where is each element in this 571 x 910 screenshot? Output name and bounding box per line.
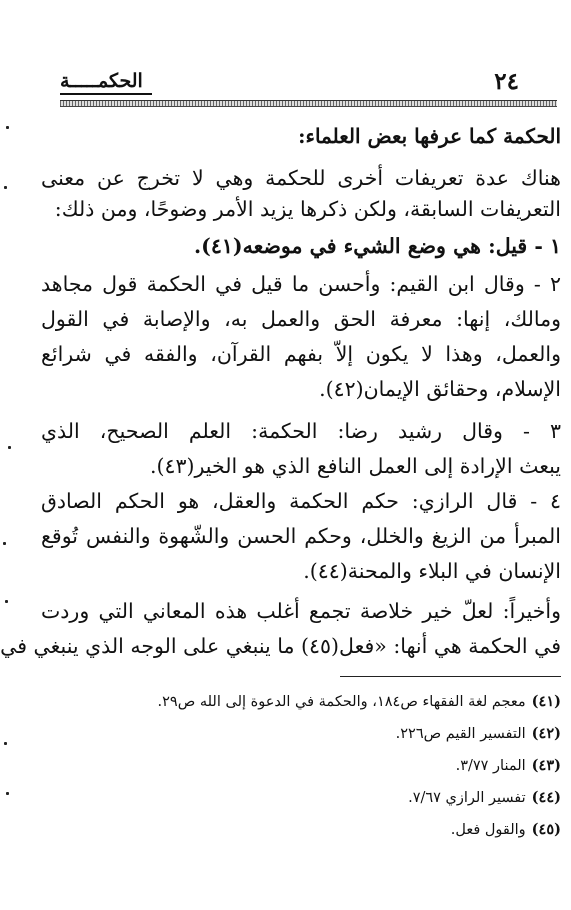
running-header (60, 66, 557, 100)
scan-mark (5, 600, 8, 603)
paragraph-item-2 (41, 269, 561, 405)
scan-mark (4, 186, 7, 189)
text-line: التعريفات السابقة، ولكن ذكرها يزيد الأمر وضوحًا، ومن ذلك: (54, 197, 561, 221)
text-line: ٤ - قال الرازي: حكم الحكمة والعقل، هو الحكم الصادق (41, 489, 561, 513)
footnote-number: (٤٤) (531, 789, 561, 806)
scan-mark (8, 446, 11, 449)
footnote-number: (٤١) (531, 693, 561, 710)
text-line: ٢ - وقال ابن القيم: وأحسن ما قيل في الحكمة قول مجاهد (41, 272, 561, 296)
text-line: ٣ - وقال رشيد رضا: الحكمة: العلم الصحيح، الذي (41, 419, 561, 443)
footnote-text: تفسير الرازي ٧/٦٧. (408, 790, 526, 806)
paragraph-intro (41, 163, 561, 225)
text-line: يبعث الإرادة إلى العمل النافع الذي هو الخير(٤٣). (149, 454, 561, 478)
paragraph-item-3 (41, 416, 561, 482)
footnote (41, 718, 561, 750)
footnote-number: (٤٥) (531, 821, 561, 838)
footnote (41, 782, 561, 814)
scan-mark (4, 742, 7, 745)
scan-mark (6, 126, 9, 129)
title-underline (60, 93, 152, 95)
text-line: وأخيراً: لعلّ خير خلاصة تجمع أغلب هذه المعاني التي وردت (41, 599, 561, 623)
footnote-separator (340, 676, 561, 677)
page-number: ٢٤ (494, 68, 519, 95)
footnote-text: التفسير القيم ص٢٢٦. (395, 726, 526, 742)
footnote-text: المنار ٣/٧٧. (455, 758, 526, 774)
footnote-text: معجم لغة الفقهاء ص١٨٤، والحكمة في الدعوة إلى الله ص٢٩. (157, 694, 526, 710)
header-rule (60, 100, 557, 107)
paragraph-conclusion (0, 596, 561, 662)
section-heading: الحكمة كما عرفها بعض العلماء: (298, 124, 561, 148)
paragraph-item-4 (41, 486, 561, 587)
footnote (41, 814, 561, 846)
text-line: الإنسان في البلاء والمحنة(٤٤). (303, 559, 561, 583)
text-line: هناك عدة تعريفات أخرى للحكمة وهي لا تخرج عن معنى (41, 166, 561, 190)
scan-mark (3, 542, 6, 545)
paragraph-item-1 (41, 231, 561, 262)
footnote-text: والقول فعل. (450, 822, 526, 838)
text-line: والعمل، وهذا لا يكون إلاّ بفهم القرآن، والفقه في شرائع (41, 342, 561, 366)
text-line: في الحكمة هي أنها: «فعل(٤٥) ما ينبغي على الوجه الذي ينبغي في (0, 634, 561, 658)
text-line: المبرأ من الزيغ والخلل، وحكم الحسن والشّهوة والنفس تُوقع (41, 524, 561, 548)
scan-mark (6, 792, 9, 795)
footnote (41, 750, 561, 782)
footnotes (41, 686, 561, 846)
text-line: ١ - قيل: هي وضع الشيء في موضعه(٤١). (194, 234, 561, 258)
running-title: الحكمـــــة (60, 70, 143, 92)
footnote-number: (٤٣) (531, 757, 561, 774)
text-line: الإسلام، وحقائق الإيمان(٤٢). (319, 377, 561, 401)
text-line: ومالك، إنها: معرفة الحق والعمل به، والإصابة في القول (41, 307, 561, 331)
footnote-number: (٤٢) (531, 725, 561, 742)
footnote (41, 686, 561, 718)
